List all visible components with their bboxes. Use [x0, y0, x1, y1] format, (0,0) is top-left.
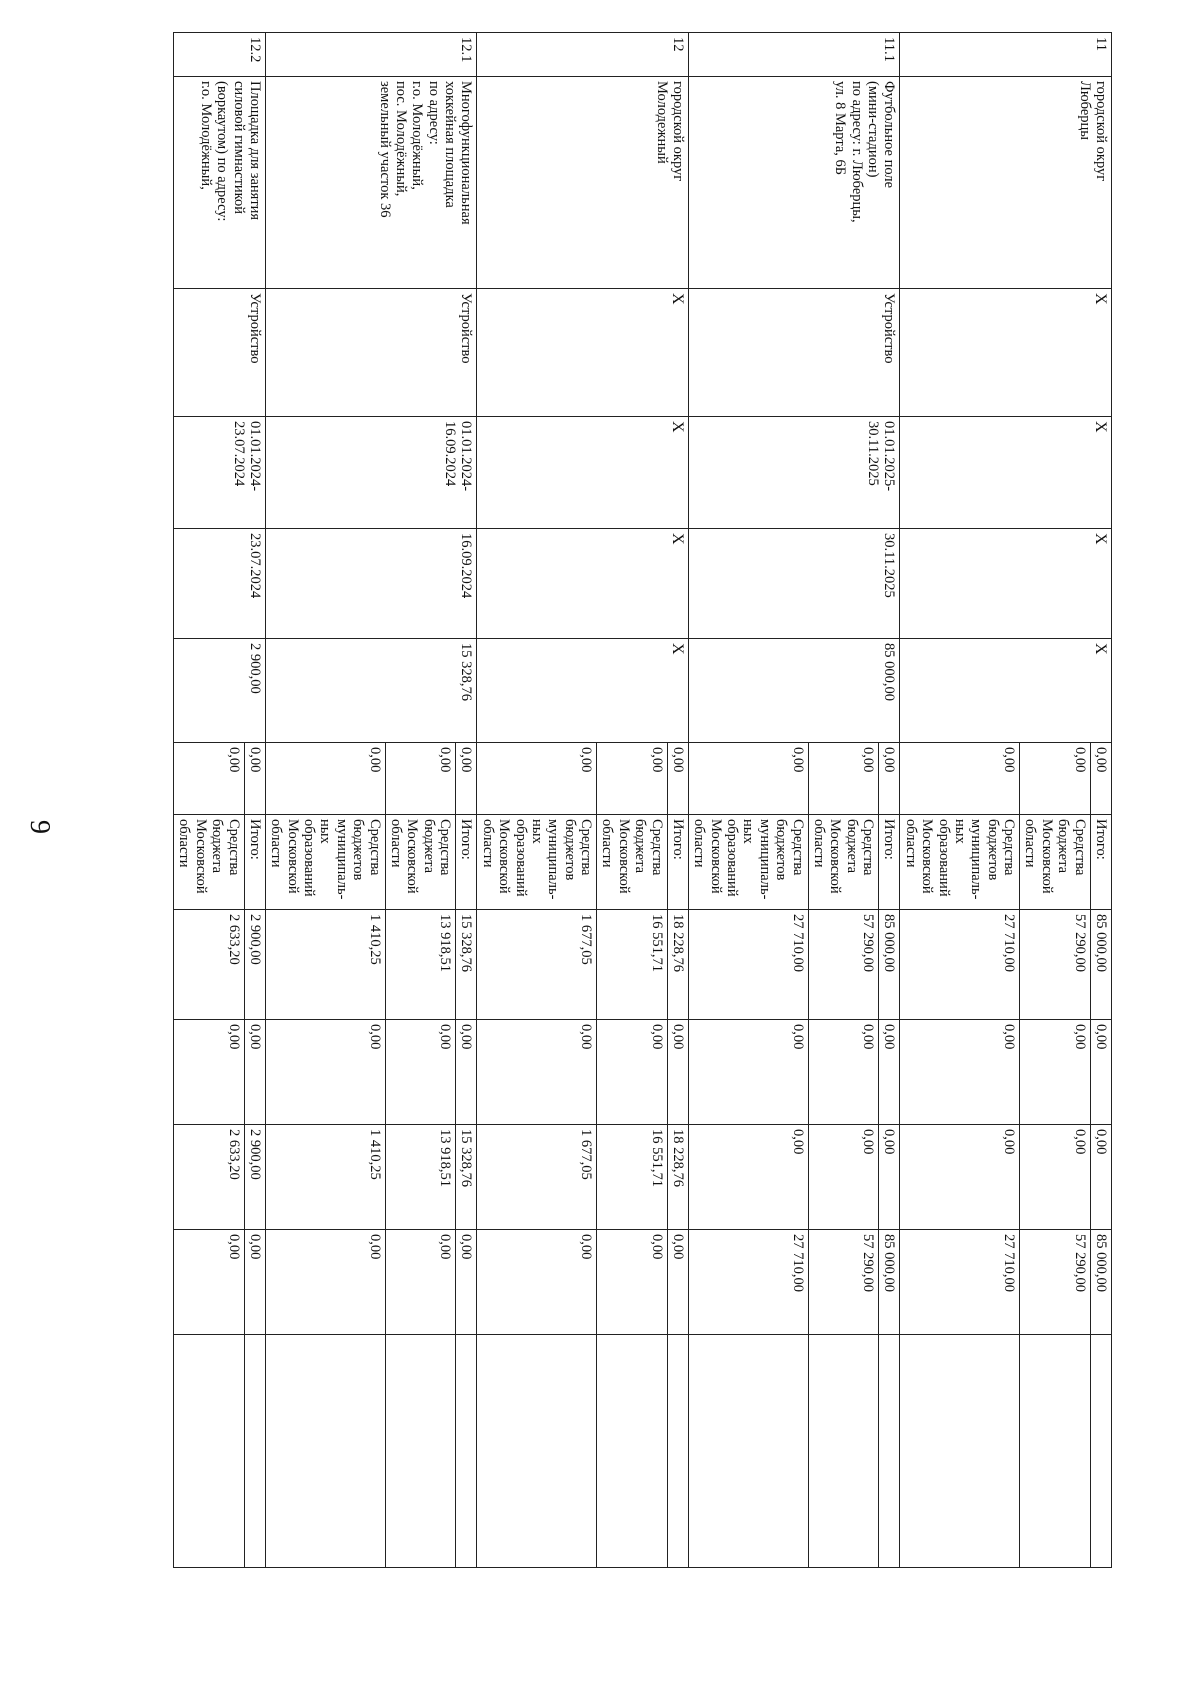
funding-source: Средства бюджета Московской области	[597, 815, 668, 910]
amount-total: 16 551,71	[597, 910, 668, 1020]
amount-year-2: 16 551,71	[597, 1125, 668, 1230]
work-period: 01.01.2025- 30.11.2025	[689, 417, 901, 529]
financed-before: 0,00	[244, 743, 265, 815]
remainder	[266, 1335, 386, 1568]
row-number: 11	[900, 33, 1112, 77]
table-body	[174, 33, 1112, 1568]
table-row	[879, 33, 900, 1568]
amount-year-3: 27 710,00	[689, 1230, 809, 1335]
amount-year-1: 0,00	[244, 1020, 265, 1125]
financed-before: 0,00	[808, 743, 879, 815]
row-number: 12	[477, 33, 689, 77]
amount-year-2: 2 900,00	[244, 1125, 265, 1230]
amount-year-1: 0,00	[456, 1020, 477, 1125]
completion-date: 16.09.2024	[266, 529, 478, 639]
amount-total: 2 633,20	[174, 910, 245, 1020]
amount-year-3: 0,00	[477, 1230, 597, 1335]
amount-total: 57 290,00	[808, 910, 879, 1020]
remainder	[597, 1335, 668, 1568]
amount-year-3: 0,00	[385, 1230, 456, 1335]
row-number: 12.1	[266, 33, 478, 77]
amount-year-1: 0,00	[689, 1020, 809, 1125]
remainder	[1090, 1335, 1111, 1568]
amount-year-1: 0,00	[477, 1020, 597, 1125]
funding-source: Итого:	[667, 815, 688, 910]
funding-source: Средства бюджета Московской области	[808, 815, 879, 910]
amount-total: 13 918,51	[385, 910, 456, 1020]
financed-before: 0,00	[597, 743, 668, 815]
financed-before: 0,00	[174, 743, 245, 815]
amount-total: 1 677,05	[477, 910, 597, 1020]
completion-date: X	[900, 529, 1112, 639]
amount-year-2: 18 228,76	[667, 1125, 688, 1230]
table-row	[244, 33, 265, 1568]
funding-source: Средства бюджетов муниципаль- ных образований Московской области	[900, 815, 1020, 910]
amount-year-2: 0,00	[689, 1125, 809, 1230]
object-name: Многофункциональная хоккейная площадка по адресу: г.о. Молодёжный, пос. Молодёжный, земельный участок 36	[266, 77, 478, 289]
object-name: городской округ Молодежный	[477, 77, 689, 289]
remainder	[879, 1335, 900, 1568]
amount-total: 27 710,00	[900, 910, 1020, 1020]
amount-year-3: 0,00	[667, 1230, 688, 1335]
funding-source: Средства бюджета Московской области	[174, 815, 245, 910]
funding-source: Средства бюджетов муниципаль- ных образований Московской области	[477, 815, 597, 910]
work-period: X	[477, 417, 689, 529]
object-name: Площадка для занятия силовой гимнастикой (воркаутом) по адресу: г.о. Молодёжный,	[174, 77, 266, 289]
table-row	[1090, 33, 1111, 1568]
funding-source: Итого:	[1090, 815, 1111, 910]
funding-source: Средства бюджетов муниципаль- ных образований Московской области	[689, 815, 809, 910]
financed-before: 0,00	[879, 743, 900, 815]
amount-total: 2 900,00	[244, 910, 265, 1020]
amount-year-1: 0,00	[879, 1020, 900, 1125]
work-type: X	[900, 289, 1112, 417]
financed-before: 0,00	[385, 743, 456, 815]
amount-total: 85 000,00	[879, 910, 900, 1020]
total-cost: 15 328,76	[266, 639, 478, 743]
amount-year-2: 1 677,05	[477, 1125, 597, 1230]
financed-before: 0,00	[667, 743, 688, 815]
work-type: Устройство	[174, 289, 266, 417]
amount-year-3: 0,00	[266, 1230, 386, 1335]
remainder	[456, 1335, 477, 1568]
remainder	[174, 1335, 245, 1568]
table-row	[667, 33, 688, 1568]
funding-source: Итого:	[244, 815, 265, 910]
amount-year-3: 0,00	[597, 1230, 668, 1335]
completion-date: X	[477, 529, 689, 639]
amount-year-1: 0,00	[174, 1020, 245, 1125]
completion-date: 30.11.2025	[689, 529, 901, 639]
work-period: X	[900, 417, 1112, 529]
amount-year-1: 0,00	[1090, 1020, 1111, 1125]
remainder	[244, 1335, 265, 1568]
row-number: 11.1	[689, 33, 901, 77]
amount-total: 85 000,00	[1090, 910, 1111, 1020]
amount-total: 1 410,25	[266, 910, 386, 1020]
amount-total: 57 290,00	[1020, 910, 1091, 1020]
amount-year-1: 0,00	[900, 1020, 1020, 1125]
finance-table	[173, 32, 1112, 1568]
funding-source: Средства бюджета Московской области	[1020, 815, 1091, 910]
financed-before: 0,00	[1020, 743, 1091, 815]
amount-year-1: 0,00	[266, 1020, 386, 1125]
amount-year-2: 0,00	[1020, 1125, 1091, 1230]
amount-total: 18 228,76	[667, 910, 688, 1020]
amount-year-3: 85 000,00	[1090, 1230, 1111, 1335]
financed-before: 0,00	[477, 743, 597, 815]
total-cost: 2 900,00	[174, 639, 266, 743]
remainder	[808, 1335, 879, 1568]
remainder	[900, 1335, 1020, 1568]
amount-year-3: 27 710,00	[900, 1230, 1020, 1335]
amount-year-3: 0,00	[174, 1230, 245, 1335]
amount-year-3: 0,00	[244, 1230, 265, 1335]
amount-year-2: 15 328,76	[456, 1125, 477, 1230]
page-number: 9	[24, 820, 55, 834]
funding-source: Средства бюджетов муниципаль- ных образований Московской области	[266, 815, 386, 910]
amount-total: 27 710,00	[689, 910, 809, 1020]
amount-year-1: 0,00	[1020, 1020, 1091, 1125]
work-period: 01.01.2024- 16.09.2024	[266, 417, 478, 529]
amount-year-3: 0,00	[456, 1230, 477, 1335]
amount-total: 15 328,76	[456, 910, 477, 1020]
table-row	[456, 33, 477, 1568]
funding-source: Итого:	[456, 815, 477, 910]
financed-before: 0,00	[900, 743, 1020, 815]
amount-year-1: 0,00	[597, 1020, 668, 1125]
work-type: Устройство	[689, 289, 901, 417]
completion-date: 23.07.2024	[174, 529, 266, 639]
remainder	[1020, 1335, 1091, 1568]
amount-year-2: 0,00	[1090, 1125, 1111, 1230]
total-cost: X	[477, 639, 689, 743]
amount-year-3: 57 290,00	[1020, 1230, 1091, 1335]
remainder	[477, 1335, 597, 1568]
remainder	[689, 1335, 809, 1568]
amount-year-2: 13 918,51	[385, 1125, 456, 1230]
amount-year-3: 85 000,00	[879, 1230, 900, 1335]
amount-year-2: 0,00	[900, 1125, 1020, 1230]
amount-year-3: 57 290,00	[808, 1230, 879, 1335]
amount-year-2: 0,00	[808, 1125, 879, 1230]
amount-year-1: 0,00	[667, 1020, 688, 1125]
object-name: городской округ Люберцы	[900, 77, 1112, 289]
funding-source: Средства бюджета Московской области	[385, 815, 456, 910]
financed-before: 0,00	[266, 743, 386, 815]
financed-before: 0,00	[1090, 743, 1111, 815]
remainder	[385, 1335, 456, 1568]
work-type: X	[477, 289, 689, 417]
financed-before: 0,00	[456, 743, 477, 815]
work-type: Устройство	[266, 289, 478, 417]
object-name: Футбольное поле (мини-стадион) по адресу: г. Люберцы, ул. 8 Марта, 6Б	[689, 77, 901, 289]
amount-year-1: 0,00	[385, 1020, 456, 1125]
amount-year-2: 2 633,20	[174, 1125, 245, 1230]
amount-year-2: 0,00	[879, 1125, 900, 1230]
total-cost: X	[900, 639, 1112, 743]
funding-source: Итого:	[879, 815, 900, 910]
total-cost: 85 000,00	[689, 639, 901, 743]
row-number: 12.2	[174, 33, 266, 77]
financed-before: 0,00	[689, 743, 809, 815]
remainder	[667, 1335, 688, 1568]
amount-year-2: 1 410,25	[266, 1125, 386, 1230]
amount-year-1: 0,00	[808, 1020, 879, 1125]
work-period: 01.01.2024- 23.07.2024	[174, 417, 266, 529]
